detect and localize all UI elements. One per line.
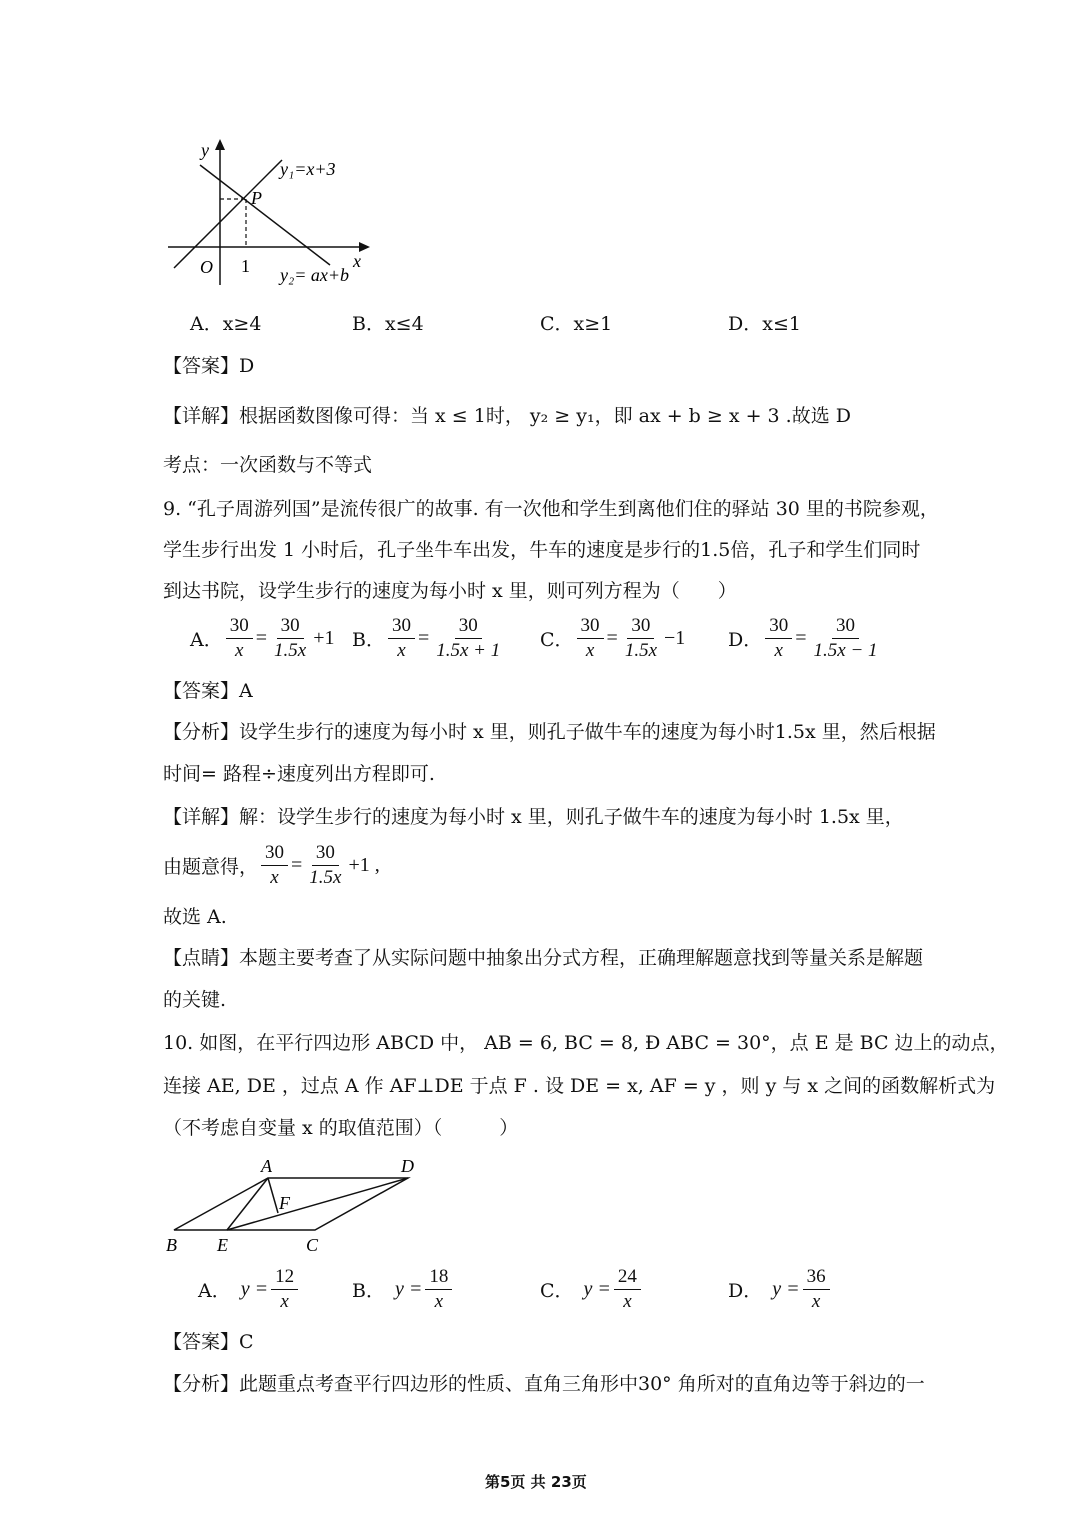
- q10-option-b-fraction: [425, 1266, 452, 1313]
- fraction-numerator: 30: [577, 615, 604, 639]
- q9-option-b-letter: B．: [352, 629, 385, 651]
- fraction-numerator: 18: [425, 1266, 452, 1290]
- q9-option-a: [190, 615, 334, 662]
- fraction-numerator: 30: [765, 615, 792, 639]
- fraction-numerator: 24: [614, 1266, 641, 1290]
- q9-detail-conclusion: 故选 A.: [163, 906, 227, 928]
- q9-stem-line-3: 到达书院，设学生步行的速度为每小时 x 里，则可列方程为（ ）: [163, 580, 737, 602]
- vertex-a-label: A: [261, 1156, 272, 1176]
- q10-option-d-lhs: y =: [772, 1278, 800, 1300]
- q9-option-c-left-fraction: [577, 615, 604, 662]
- q10-option-c: [540, 1266, 644, 1313]
- vertex-b-label: B: [166, 1235, 177, 1255]
- fraction-numerator: 30: [388, 615, 415, 639]
- parallelogram-abcd: [174, 1178, 408, 1230]
- q10-option-b: [352, 1266, 455, 1313]
- q9-detail-left-fraction: [261, 842, 288, 889]
- fraction-denominator: x: [434, 1291, 444, 1312]
- fraction-denominator: 1.5x: [274, 640, 307, 661]
- q9-option-a-left-fraction: [226, 615, 253, 662]
- fraction-denominator: 1.5x: [309, 867, 342, 888]
- point-e-label: E: [217, 1235, 228, 1255]
- fraction-numerator: 30: [832, 615, 859, 639]
- q9-option-b-right-fraction: [432, 615, 504, 662]
- q9-option-c-right-fraction: [621, 615, 661, 662]
- point-f-label: F: [279, 1193, 290, 1213]
- q10-option-b-letter: B．: [352, 1280, 385, 1302]
- equals-sign: =: [795, 627, 807, 649]
- y-axis-arrow: [215, 139, 225, 150]
- q9-option-b-left-fraction: [388, 615, 415, 662]
- equals-sign: =: [417, 627, 430, 649]
- fraction-numerator: 30: [226, 615, 253, 639]
- fraction-denominator: x: [623, 1291, 632, 1312]
- fraction-denominator: 1.5x + 1: [436, 640, 501, 661]
- q10-option-b-lhs: y =: [394, 1278, 423, 1300]
- q8-option-b: B．x≤4: [352, 313, 424, 335]
- q10-option-c-letter: C．: [540, 1280, 574, 1302]
- q10-option-c-fraction: [614, 1266, 641, 1313]
- line-y2-label: y₂= ax+b: [280, 265, 350, 285]
- q9-analysis-line-2: 时间= 路程÷速度列出方程即可.: [163, 763, 435, 785]
- q9-stem-line-2: 学生步行出发 1 小时后，孔子坐牛车出发，牛车的速度是步行的1.5倍，孔子和学生们同时: [163, 539, 921, 561]
- q9-option-d: [728, 615, 885, 662]
- equals-sign: =: [291, 854, 303, 876]
- q8-answer: 【答案】D: [163, 355, 255, 377]
- q9-option-d-left-fraction: [765, 615, 792, 662]
- q8-kaodian: 考点：一次函数与不等式: [163, 454, 373, 476]
- q10-option-d-fraction: [803, 1266, 830, 1313]
- q9-option-d-letter: D．: [728, 629, 763, 651]
- segment-ae: [227, 1178, 268, 1230]
- q10-option-a: [198, 1266, 301, 1313]
- q9-option-d-right-fraction: [810, 615, 882, 662]
- x-axis-label: x: [353, 251, 361, 271]
- fraction-denominator: 1.5x − 1: [813, 640, 878, 661]
- q9-option-a-right-fraction: [270, 615, 310, 662]
- q8-detail: 【详解】根据函数图像可得：当 x ≤ 1时， y₂ ≥ y₁，即 ax + b ≥ x + 3 .故选 D: [163, 405, 851, 427]
- segment-af: [268, 1178, 278, 1213]
- fraction-denominator: x: [397, 640, 406, 661]
- equals-sign: =: [606, 627, 618, 649]
- equals-sign: =: [255, 627, 268, 649]
- q9-detail-equation: [163, 842, 380, 889]
- q9-detail-suffix: +1 ,: [348, 854, 380, 876]
- q9-option-c-tail: −1: [664, 627, 686, 649]
- q10-option-a-lhs: y =: [240, 1278, 269, 1300]
- fraction-denominator: x: [280, 1291, 289, 1312]
- q8-option-d: D．x≤1: [728, 313, 801, 335]
- fraction-denominator: x: [811, 1291, 821, 1312]
- q9-option-a-letter: A．: [190, 629, 223, 651]
- fraction-numerator: 36: [803, 1266, 830, 1290]
- parallelogram-figure: [160, 1152, 430, 1257]
- q10-option-d-letter: D．: [728, 1280, 763, 1302]
- line-y1-label: y₁=x+3: [280, 159, 336, 179]
- q9-analysis-line-1: 【分析】设学生步行的速度为每小时 x 里，则孔子做牛车的速度为每小时1.5x 里，然后根据: [163, 721, 936, 743]
- fraction-denominator: 1.5x: [624, 640, 658, 661]
- point-p-label: P: [251, 188, 262, 208]
- q10-option-c-lhs: y =: [583, 1278, 611, 1300]
- fraction-denominator: x: [235, 640, 244, 661]
- origin-label: O: [200, 257, 213, 277]
- q8-option-a: A．x≥4: [190, 313, 262, 335]
- q10-analysis-line-1: 【分析】此题重点考查平行四边形的性质、直角三角形中30° 角所对的直角边等于斜边的一: [163, 1373, 925, 1395]
- fraction-denominator: x: [774, 640, 783, 661]
- q10-stem-line-2: 连接 AE, DE ，过点 A 作 AF⊥DE 于点 F . 设 DE = x, AF = y ，则 y 与 x 之间的函数解析式为: [163, 1075, 996, 1097]
- vertex-c-label: C: [306, 1235, 319, 1255]
- q10-stem-line-1: 10. 如图，在平行四边形 ABCD 中， AB = 6, BC = 8, Đ ABC = 30°，点 E 是 BC 边上的动点，: [163, 1032, 1009, 1054]
- q9-answer: 【答案】A: [163, 680, 253, 702]
- fraction-numerator: 30: [312, 842, 339, 866]
- line-y1: [174, 160, 282, 268]
- q9-option-b: [352, 615, 507, 662]
- q9-stem-line-1: 9. “孔子周游列国”是流传很广的故事. 有一次他和学生到离他们住的驿站 30 里的书院参观，: [163, 498, 939, 520]
- q9-option-a-tail: +1: [313, 627, 335, 649]
- q9-detail-right-fraction: [305, 842, 345, 889]
- q10-stem-line-3: （不考虑自变量 x 的取值范围）（ ）: [163, 1117, 519, 1139]
- q9-option-c-letter: C．: [540, 629, 574, 651]
- fraction-numerator: 12: [271, 1266, 298, 1290]
- fraction-numerator: 30: [455, 615, 482, 639]
- page-footer: 第5页 共 23页: [485, 1473, 587, 1491]
- fraction-denominator: x: [585, 640, 595, 661]
- vertex-d-label: D: [401, 1156, 414, 1176]
- q9-detail-line-1: 【详解】解：设学生步行的速度为每小时 x 里，则孔子做牛车的速度为每小时 1.5x 里，: [163, 806, 904, 828]
- q9-detail-prefix: 由题意得，: [163, 856, 259, 878]
- fraction-numerator: 30: [277, 615, 304, 639]
- q9-dianjing-line-2: 的关键.: [163, 989, 227, 1011]
- q10-option-a-fraction: [271, 1266, 298, 1313]
- q9-dianjing-line-1: 【点睛】本题主要考查了从实际问题中抽象出分式方程，正确理解题意找到等量关系是解题: [163, 947, 924, 969]
- tick-1-label: 1: [241, 256, 250, 276]
- q10-answer: 【答案】C: [163, 1331, 254, 1353]
- y-axis-label: y: [201, 140, 209, 160]
- fraction-numerator: 30: [627, 615, 654, 639]
- fraction-denominator: x: [270, 867, 279, 888]
- fraction-numerator: 30: [261, 842, 288, 866]
- q10-option-a-letter: A．: [198, 1280, 231, 1302]
- q8-option-c: C．x≥1: [540, 313, 613, 335]
- q10-option-d: [728, 1266, 833, 1313]
- linear-functions-graph: [160, 135, 380, 295]
- q9-option-c: [540, 615, 685, 662]
